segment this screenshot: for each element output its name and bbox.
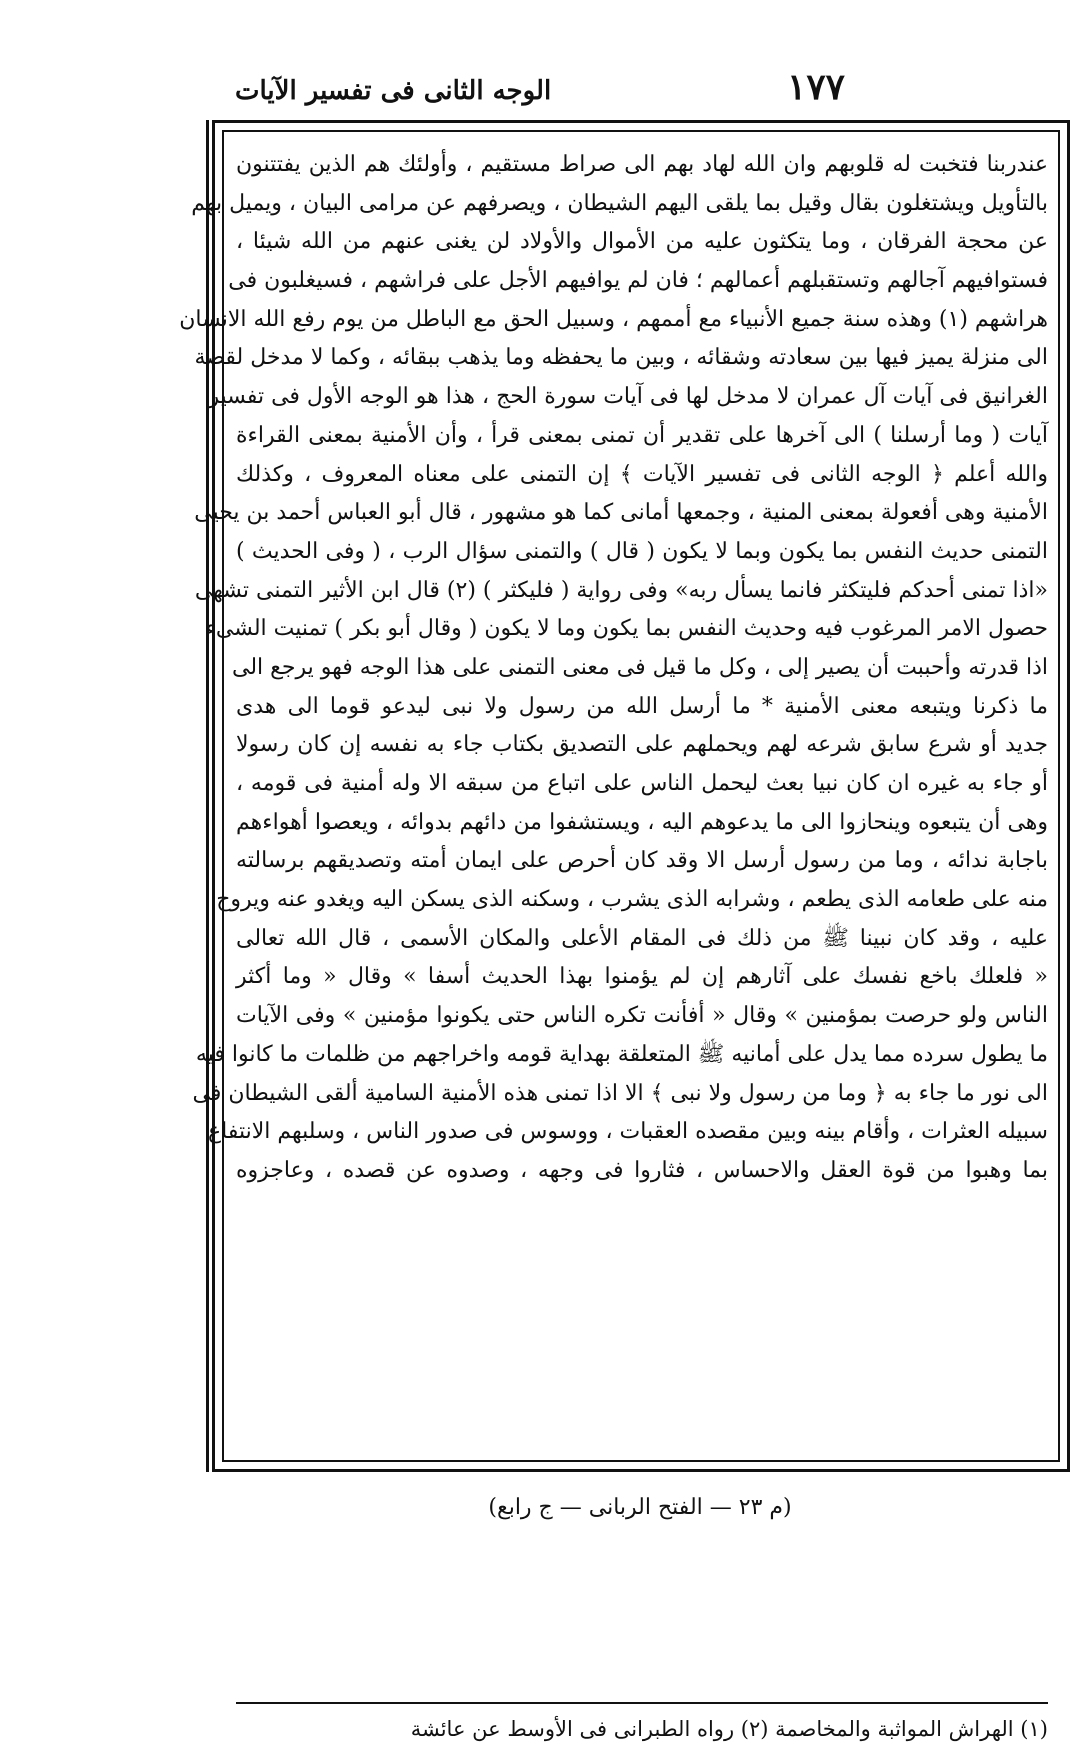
text-line: ما ذكرنا ويتبعه معنى الأمنية * ما أرسل الله من رسول ولا نبى ليدعو قوما الى هدى bbox=[236, 693, 1048, 719]
text-line: بما وهبوا من قوة العقل والاحساس ، فثاروا فى وجهه ، وصدوه عن قصده ، وعاجزوه bbox=[236, 1157, 1048, 1183]
page-number: ١٧٧ bbox=[786, 66, 845, 108]
text-line: عليه ، وقد كان نبينا ﷺ من ذلك فى المقام الأعلى والمكان الأسمى ، قال الله تعالى bbox=[236, 925, 1048, 951]
running-title: الوجه الثانى فى تفسير الآيات bbox=[235, 76, 552, 106]
signature-mark: (م ٢٣ — الفتح الربانى — ج رابع) bbox=[488, 1495, 792, 1520]
text-line: منه على طعامه الذى يطعم ، وشرابه الذى يشرب ، وسكنه الذى يسكن اليه ويغدو عنه ويروح bbox=[216, 887, 1048, 913]
text-line: آيات ( وما أرسلنا ) الى آخرها على تقدير أن تمنى بمعنى قرأ ، وأن الأمنية بمعنى القراءة bbox=[236, 422, 1048, 448]
footnote-divider bbox=[236, 1702, 1048, 1704]
text-line: التمنى حديث النفس بما يكون وبما لا يكون ( قال ) والتمنى سؤال الرب ، ( وفى الحديث ) bbox=[236, 538, 1048, 564]
text-line: الناس ولو حرصت بمؤمنين » وقال « أفأنت تكره الناس حتى يكونوا مؤمنين » وفى الآيات bbox=[236, 1003, 1048, 1029]
text-line: جديد أو شرع سابق شرعه لهم ويحملهم على التصديق بكتاب جاء به نفسه إن كان رسولا bbox=[236, 732, 1048, 758]
footnotes: (١) الهراش المواثبة والمخاصمة (٢) رواه الطبرانى فى الأوسط عن عائشة bbox=[410, 1717, 1048, 1741]
text-line: الأمنية وهى أفعولة بمعنى المنية ، وجمعها أمانى كما هو مشهور ، قال أبو العباس أحمد بن يحيى bbox=[194, 500, 1048, 526]
text-line: اذا قدرته وأحببت أن يصير إلى ، وكل ما قيل فى معنى التمنى على هذا الوجه فهو يرجع الى bbox=[232, 654, 1048, 680]
text-line: حصول الامر المرغوب فيه وحديث النفس بما يكون وما لا يكون ( وقال أبو بكر ) تمنيت الشىء bbox=[205, 616, 1048, 642]
text-line: والله أعلم ﴿ الوجه الثانى فى تفسير الآيات ﴾ إن التمنى على معناه المعروف ، وكذلك bbox=[236, 461, 1048, 487]
text-line: باجابة ندائه ، وما من رسول أرسل الا وقد كان أحرص على ايمان أمته وتصديقهم برسالته bbox=[236, 848, 1048, 874]
body-text bbox=[179, 146, 1049, 1716]
text-line: أو جاء به غيره ان كان نبيا بعث ليحمل الناس على اتباع من سبقه الا وله أمنية فى قومه ، bbox=[236, 771, 1048, 796]
text-line: الى منزلة يميز فيها بين سعادته وشقائه ، وبين ما يحفظه وما يذهب ببقائه ، وكما لا مدخل لقصة bbox=[194, 345, 1048, 371]
text-line: عندربنا فتخبت له قلوبهم وان الله لهاد بهم الى صراط مستقيم ، وأولئك هم الذين يفتتنون bbox=[236, 152, 1048, 177]
text-line: الغرانيق فى آيات آل عمران لا مدخل لها فى آيات سورة الحج ، هذا هو الوجه الأول فى تفسير bbox=[208, 384, 1048, 410]
text-line: وهى أن يتبعوه وينحازوا الى ما يدعوهم اليه ، ويستشفوا من دائهم بدوائه ، ويعصوا أهواءهم bbox=[236, 809, 1049, 835]
page-header bbox=[235, 62, 845, 120]
text-line: سبيله العثرات ، وأقام بينه وبين مقصده العقبات ، ووسوس فى صدور الناس ، وسلبهم الانتفاع bbox=[208, 1119, 1048, 1145]
text-line: « فلعلك باخع نفسك على آثارهم إن لم يؤمنوا بهذا الحديث أسفا » وقال « وما أكثر bbox=[236, 964, 1048, 990]
text-line: الى نور ما جاء به ﴿ وما من رسول ولا نبى ﴾ الا اذا تمنى هذه الأمنية السامية ألقى الشيطان فى bbox=[192, 1080, 1048, 1106]
text-line: بالتأويل ويشتغلون بقال وقيل بما يلقى اليهم الشيطان ، ويصرفهم عن مرامى البيان ، ويميل بهم bbox=[191, 190, 1048, 216]
text-line: عن محجة الفرقان ، وما يتكثون عليه من الأموال والأولاد لن يغنى عنهم من الله شيئا ، bbox=[236, 229, 1048, 255]
text-line: ما يطول سرده مما يدل على أمانيه ﷺ المتعلقة بهداية قومه واخراجهم من ظلمات ما كانوا فيه bbox=[195, 1041, 1048, 1067]
text-line: «اذا تمنى أحدكم فليتكثر فانما يسأل ربه» وفى رواية ( فليكثر ) (٢) قال ابن الأثير التمنى تشهى bbox=[194, 577, 1048, 603]
text-line: فستوافيهم آجالهم وتستقبلهم أعمالهم ؛ فان لم يوافيهم الأجل على فراشهم ، فسيغلبون فى bbox=[228, 268, 1048, 294]
text-line: هراشهم (١) وهذه سنة جميع الأنبياء مع أممهم ، وسبيل الحق مع الباطل من يوم رفع الله الانسان bbox=[179, 306, 1048, 332]
